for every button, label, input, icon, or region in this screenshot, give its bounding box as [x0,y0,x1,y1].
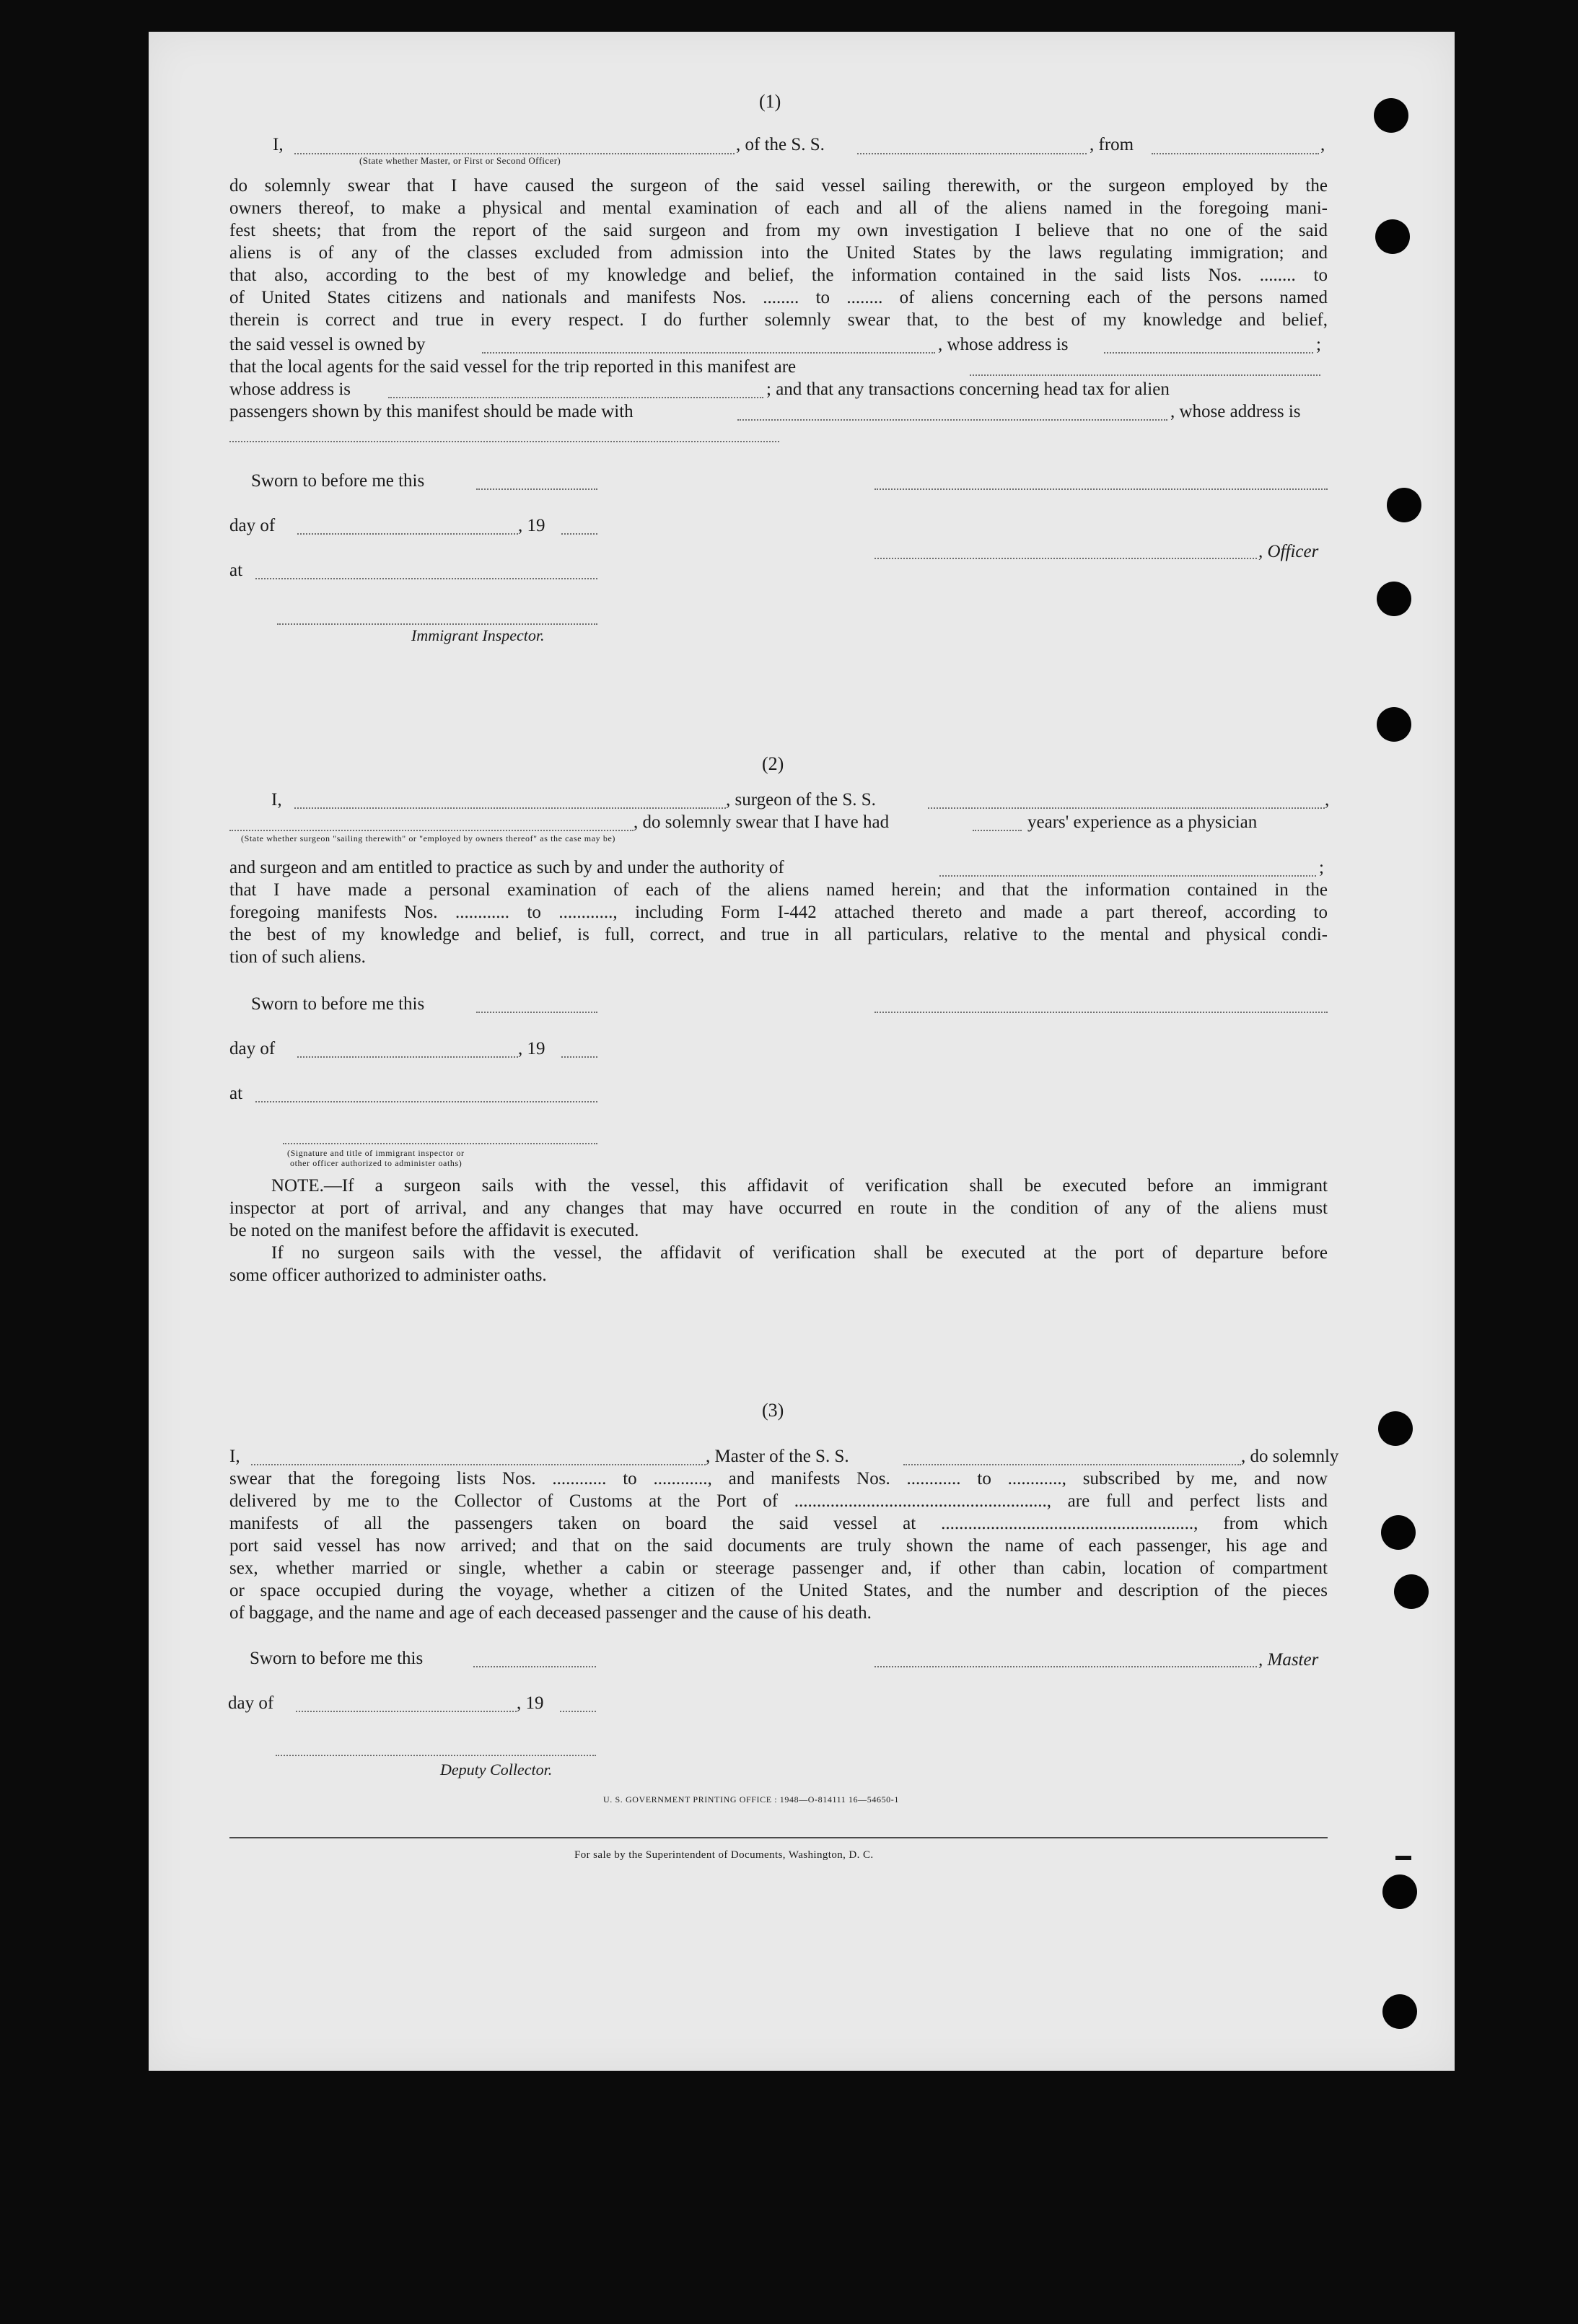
s3-month-field[interactable] [296,1711,517,1712]
footer-rule [229,1837,1328,1838]
s1-inspector-signature-field[interactable] [277,623,597,625]
s2-note-line: If no surgeon sails with the vessel, the affidavit of verification shall be executed at the port of departure before [271,1243,1328,1263]
s3-master-signature-field[interactable] [875,1666,1257,1667]
s1-officer-signature-field[interactable] [875,558,1257,559]
form-sheet [149,32,1455,2071]
s2-at-field[interactable] [255,1101,597,1102]
s1-year-field[interactable] [561,533,597,535]
binder-mark [1395,1856,1411,1860]
s3-sworn-date-field[interactable] [473,1666,596,1667]
s1-para-line: do solemnly swear that I have caused the surgeon of the said vessel sailing therewith, or the surgeon employed by the [229,176,1328,196]
s3-para-line: of baggage, and the name and age of each deceased passenger and the cause of his death. [229,1603,872,1623]
s3-para-line: port said vessel has now arrived; and that on the said documents are truly shown the name of each passenger, his age and [229,1536,1328,1556]
binder-hole [1394,1574,1429,1609]
binder-hole [1382,1994,1417,2029]
s1-head-tax-label: ; and that any transactions concerning head tax for alien [766,380,1170,399]
s1-head-tax-agent-field[interactable] [737,419,1167,421]
s2-surgeon-name-field[interactable] [294,807,726,809]
s1-semicolon: ; [1316,335,1321,354]
section-1-number: (1) [759,91,781,112]
s3-oath-paragraph [229,1468,1328,1624]
s2-year-field[interactable] [561,1056,597,1058]
s2-para-line: foregoing manifests Nos. ............ to ............, including Form I-442 attached thereto and made a part thereof, according to [229,903,1328,922]
s3-sworn-label: Sworn to before me this [250,1649,424,1668]
s1-local-agents-label: that the local agents for the said vessel for the trip reported in this manifest are [229,357,797,377]
s1-whose-address-label: , whose address is [938,335,1069,354]
s1-owner-field[interactable] [482,352,935,354]
s3-ship-field[interactable] [903,1464,1241,1465]
s3-para-line: sex, whether married or single, whether a cabin or steerage passenger and, if other than cabin, location of compartment [229,1558,1328,1578]
s1-i-label: I, [273,135,284,154]
s2-month-field[interactable] [297,1056,518,1058]
s1-officer-label: , Officer [1258,542,1319,561]
s2-status-field[interactable] [229,830,634,831]
s2-note-line: inspector at port of arrival, and any changes that may have occurred en route in the condition of any of the aliens must [229,1198,1328,1218]
s1-day-of-label: day of [229,516,276,535]
s1-passengers-label: passengers shown by this manifest should be made with [229,402,634,421]
s2-comma: , [1325,790,1330,810]
s3-master-name-field[interactable] [251,1464,706,1465]
s2-ship-field[interactable] [928,807,1325,809]
s2-inspector-signature-field[interactable] [283,1143,597,1144]
s1-of-ss-label: , of the S. S. [736,135,825,154]
s2-sig-note-2: other officer authorized to administer oaths) [290,1158,463,1168]
s2-note-line: NOTE.—If a surgeon sails with the vessel, this affidavit of verification shall be executed before an immigrant [271,1176,1328,1196]
s1-para-line: of United States citizens and nationals and manifests Nos. ........ to ........ of aliens concerning each of the persons named [229,288,1328,307]
s3-day-of-label: day of [228,1693,274,1713]
s3-para-line: delivered by me to the Collector of Customs at the Port of ........................................................, are full and perfect lists and [229,1491,1328,1511]
s3-para-line: manifests of all the passengers taken on board the said vessel at ........................................................, from which [229,1514,1328,1533]
s1-whose-address-label-3: , whose address is [1170,402,1301,421]
s1-ship-field[interactable] [857,153,1087,154]
s2-note-line: some officer authorized to administer oaths. [229,1266,547,1285]
printing-office-line: U. S. GOVERNMENT PRINTING OFFICE : 1948—O-814111 16—54650-1 [603,1794,899,1805]
binder-hole [1374,98,1408,133]
s2-para-line: that I have made a personal examination of each of the aliens named herein; and that the information contained in the [229,880,1328,900]
s1-para-line: that also, according to the best of my knowledge and belief, the information contained in the said lists Nos. ........ to [229,266,1328,285]
s2-surgeon-of-label: , surgeon of the S. S. [726,790,876,810]
s1-immigrant-inspector-label: Immigrant Inspector. [411,626,545,644]
s1-para-line: owners thereof, to make a physical and mental examination of each and all of the aliens named in the foregoing mani- [229,198,1328,218]
s3-master-of-label: , Master of the S. S. [706,1447,849,1466]
s2-state-note: (State whether surgeon "sailing therewith" or "employed by owners thereof" as the case may be) [241,833,615,843]
s2-authority-field[interactable] [939,875,1316,877]
s2-do-solemnly-label: , do solemnly swear that I have had [634,812,890,832]
section-3-number: (3) [762,1400,784,1421]
s1-para-line: aliens is of any of the classes excluded from admission into the United States by the laws regulating immigration; and [229,243,1328,263]
s2-i-label: I, [271,790,282,810]
s2-sworn-date-field[interactable] [476,1012,597,1013]
s1-at-field[interactable] [255,578,597,579]
binder-hole [1377,582,1411,616]
binder-hole [1375,219,1410,254]
binder-hole [1381,1515,1416,1550]
s1-agent-address-field[interactable] [388,397,763,398]
s2-years-label: years' experience as a physician [1027,812,1258,832]
s2-sig-note-1: (Signature and title of immigrant inspector or [287,1148,465,1158]
s3-year-label: , 19 [517,1693,544,1713]
s2-para-line: the best of my knowledge and belief, is full, correct, and true in all particulars, relative to the mental and physical condi- [229,925,1328,944]
s2-semicolon: ; [1319,858,1324,877]
s2-signature-field[interactable] [875,1012,1328,1013]
s1-para-line: therein is correct and true in every respect. I do further solemnly swear that, to the best of my knowledge and belief, [229,310,1328,330]
s1-from-field[interactable] [1152,153,1319,154]
binder-hole [1378,1411,1413,1446]
s1-comma: , [1320,135,1325,154]
s1-sworn-label: Sworn to before me this [251,471,425,491]
s1-local-agents-field[interactable] [970,374,1320,376]
s1-head-tax-address-field[interactable] [229,441,779,442]
s3-collector-signature-field[interactable] [276,1755,596,1756]
s2-note-line: be noted on the manifest before the affidavit is executed. [229,1221,639,1240]
s2-authority-label: and surgeon and am entitled to practice as such by and under the authority of [229,858,784,877]
s1-para-line: fest sheets; that from the report of the said surgeon and from my own investigation I believe that no one of the said [229,221,1328,240]
s2-note [229,1175,1328,1286]
s1-oath-paragraph [229,175,1328,331]
binder-hole [1377,707,1411,742]
for-sale-line: For sale by the Superintendent of Documents, Washington, D. C. [574,1849,874,1861]
s2-para-line: tion of such aliens. [229,947,366,967]
s3-do-solemnly-label: , do solemnly [1241,1447,1339,1466]
section-2-number: (2) [762,753,784,774]
s2-day-of-label: day of [229,1039,276,1058]
s1-officer-field[interactable] [294,153,735,154]
s3-year-field[interactable] [560,1711,596,1712]
s1-month-field[interactable] [297,533,518,535]
s1-whose-address-label-2: whose address is [229,380,351,399]
s3-para-line: swear that the foregoing lists Nos. ............ to ............, and manifests Nos. ............ to ............, subscribed by me, and now [229,1469,1328,1488]
s1-at-label: at [229,561,243,580]
s3-i-label: I, [229,1447,240,1466]
s2-oath-paragraph [229,879,1328,968]
s1-owned-by-label: the said vessel is owned by [229,335,426,354]
s1-signature-field[interactable] [875,488,1328,490]
s1-year-label: , 19 [518,516,545,535]
s1-state-note: (State whether Master, or First or Second Officer) [359,155,561,166]
s2-sworn-label: Sworn to before me this [251,994,425,1014]
s3-deputy-collector-label: Deputy Collector. [440,1760,553,1779]
s2-at-label: at [229,1084,243,1103]
s3-master-label: , Master [1258,1650,1319,1670]
s1-owner-address-field[interactable] [1104,352,1313,354]
s3-para-line: or space occupied during the voyage, whether a citizen of the United States, and the number and description of the pieces [229,1581,1328,1600]
s2-year-label: , 19 [518,1039,545,1058]
s1-from-label: , from [1090,135,1134,154]
s2-years-field[interactable] [973,830,1022,831]
binder-hole [1382,1874,1417,1909]
binder-hole [1387,488,1421,522]
s1-sworn-date-field[interactable] [476,488,597,490]
